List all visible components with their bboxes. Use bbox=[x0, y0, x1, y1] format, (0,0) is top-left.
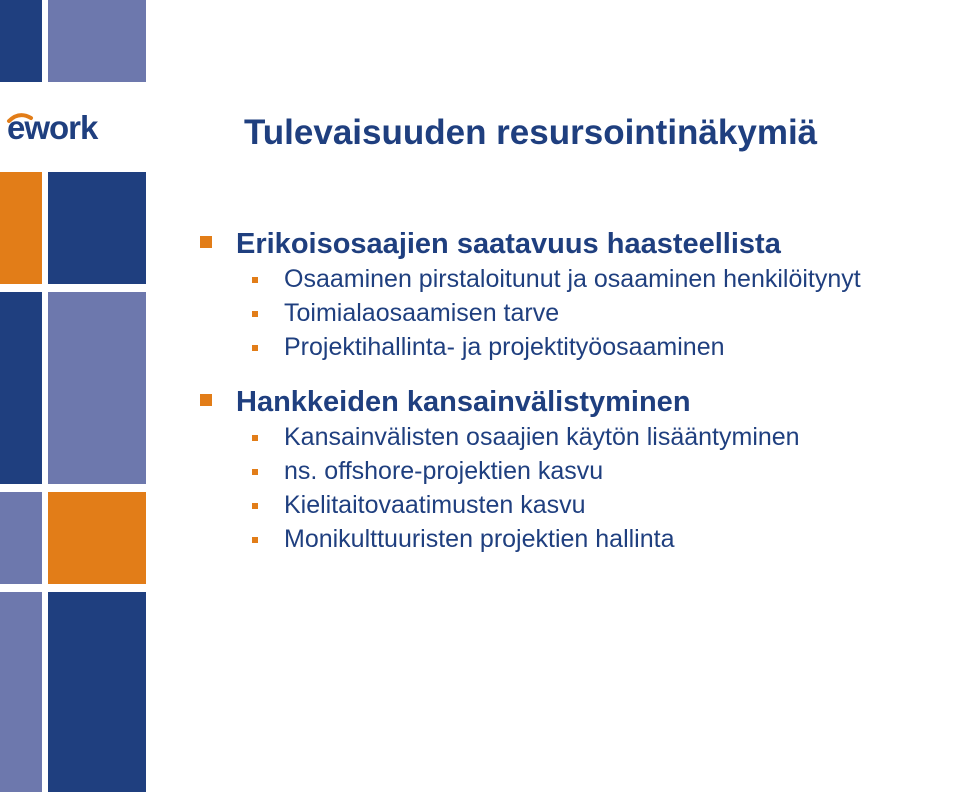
section-kansainvalistyminen bbox=[196, 384, 956, 556]
square-bullet-icon bbox=[252, 503, 258, 509]
list-item-text: Toimialaosaamisen tarve bbox=[284, 299, 560, 327]
decor-tile bbox=[0, 292, 42, 484]
list-item-text: Projektihallinta- ja projektityöosaaminen bbox=[284, 333, 725, 361]
list-item-text: Osaaminen pirstaloitunut ja osaaminen henkilöitynyt bbox=[284, 265, 861, 293]
section-heading bbox=[196, 226, 956, 262]
square-bullet-icon bbox=[252, 469, 258, 475]
decor-tile bbox=[0, 0, 42, 82]
sub-list bbox=[196, 420, 956, 556]
list-item bbox=[196, 454, 956, 488]
square-bullet-icon bbox=[200, 236, 212, 248]
decor-tile bbox=[48, 592, 146, 792]
list-item-text: Kansainvälisten osaajien käytön lisääntyminen bbox=[284, 423, 800, 451]
decor-tile bbox=[0, 492, 42, 584]
section-heading-text: Hankkeiden kansainvälistyminen bbox=[236, 386, 691, 418]
list-item bbox=[196, 522, 956, 556]
square-bullet-icon bbox=[252, 435, 258, 441]
list-item-text: Kielitaitovaatimusten kasvu bbox=[284, 491, 586, 519]
ework-logo bbox=[0, 94, 160, 164]
square-bullet-icon bbox=[200, 394, 212, 406]
list-item-text: Monikulttuuristen projektien hallinta bbox=[284, 525, 675, 553]
ework-logo-wordmark: ework bbox=[7, 109, 98, 146]
page-title: Tulevaisuuden resursointinäkymiä bbox=[244, 113, 818, 152]
list-item bbox=[196, 262, 956, 296]
decor-tile bbox=[0, 172, 42, 284]
list-item-text: ns. offshore-projektien kasvu bbox=[284, 457, 604, 485]
section-heading-text: Erikoisosaajien saatavuus haasteellista bbox=[236, 228, 781, 260]
sub-list bbox=[196, 262, 956, 364]
list-item bbox=[196, 488, 956, 522]
decor-tile bbox=[0, 592, 42, 792]
square-bullet-icon bbox=[252, 537, 258, 543]
bullet-content bbox=[196, 226, 956, 556]
list-item bbox=[196, 420, 956, 454]
section-heading bbox=[196, 384, 956, 420]
ework-logo-graphic bbox=[5, 109, 155, 149]
list-item bbox=[196, 296, 956, 330]
decor-tile bbox=[48, 172, 146, 284]
decor-tile bbox=[48, 0, 146, 82]
decor-tile bbox=[48, 492, 146, 584]
list-item bbox=[196, 330, 956, 364]
decor-tile bbox=[48, 292, 146, 484]
square-bullet-icon bbox=[252, 345, 258, 351]
square-bullet-icon bbox=[252, 277, 258, 283]
square-bullet-icon bbox=[252, 311, 258, 317]
section-erikoisosaajat bbox=[196, 226, 956, 364]
